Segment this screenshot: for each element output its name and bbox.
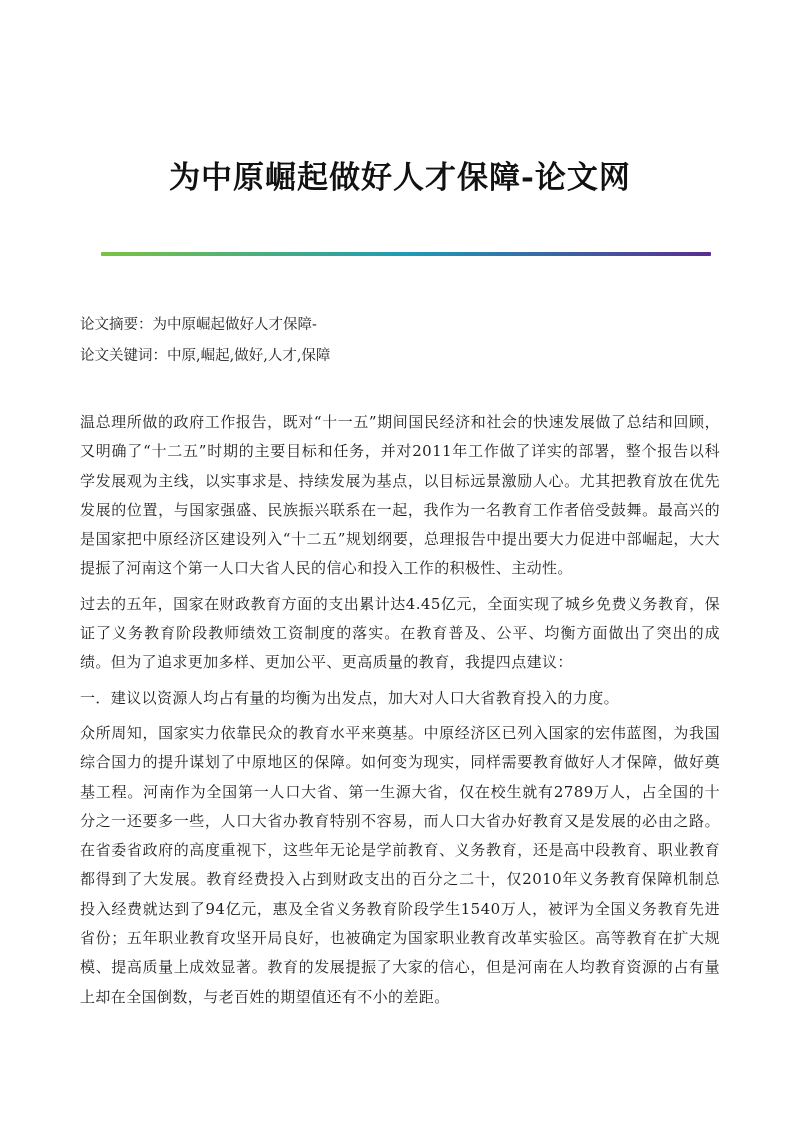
document-body	[80, 408, 720, 1018]
document-title: 为中原崛起做好人才保障-论文网	[169, 160, 631, 196]
paragraph-henan-education: 众所周知，国家实力依靠民众的教育水平来奠基。中原经济区已列入国家的宏伟蓝图，为我国综合国力的提升谋划了中原地区的保障。如何变为现实，同样需要教育做好人才保障，做好奠基工程。河南作为全国第一人口大省、第一生源大省，仅在校生就有2789万人，占全国的十分之一还要多一些，人口大省办教育特别不容易，而人口大省办好教育又是发展的必由之路。在省委省政府的高度重视下，这些年无论是学前教育、义务教育，还是高中段教育、职业教育都得到了大发展。教育经费投入占到财政支出的百分之二十，仅2010年义务教育保障机制总投入经费就达到了94亿元，惠及全省义务教育阶段学生1540万人，被评为全国义务教育先进省份；五年职业教育攻坚开局良好，也被确定为国家职业教育改革实验区。高等教育在扩大规模、提高质量上成效显著。教育的发展提振了大家的信心，但是河南在人均教育资源的占有量上却在全国倒数，与老百姓的期望值还有不小的差距。	[80, 723, 720, 1006]
title-underline-gradient	[101, 252, 711, 256]
keywords-label: 论文关键词：	[80, 348, 167, 364]
keywords-text: 中原,崛起,做好,人才,保障	[167, 348, 331, 364]
keywords-line	[80, 341, 720, 372]
paper-meta	[80, 310, 720, 372]
paragraph-work-report: 温总理所做的政府工作报告，既对“十一五”期间国民经济和社会的快速发展做了总结和回顾，又明确了“十二五”时期的主要目标和任务，并对2011年工作做了详实的部署，整个报告以科学发展观为主线，以实事求是、持续发展为基点，以目标远景激励人心。尤其把教育放在优先发展的位置，与国家强盛、民族振兴联系在一起，我作为一名教育工作者倍受鼓舞。最高兴的是国家把中原经济区建设列入“十二五”规划纲要，总理报告中提出要大力促进中部崛起，大大提振了河南这个第一人口大省人民的信心和投入工作的积极性、主动性。	[80, 413, 720, 578]
abstract-line	[80, 310, 720, 341]
paragraph-education-spending: 过去的五年，国家在财政教育方面的支出累计达4.45亿元，全面实现了城乡免费义务教育，保证了义务教育阶段教师绩效工资制度的落实。在教育普及、公平、均衡方面做出了突出的成绩。但为了追求更加多样、更加公平、更高质量的教育，我提四点建议：	[80, 594, 720, 672]
abstract-label: 论文摘要：	[80, 317, 153, 333]
paragraph-suggestion-one: 一．建议以资源人均占有量的均衡为出发点，加大对人口大省教育投入的力度。	[80, 688, 620, 707]
abstract-text: 为中原崛起做好人才保障-	[152, 317, 317, 333]
